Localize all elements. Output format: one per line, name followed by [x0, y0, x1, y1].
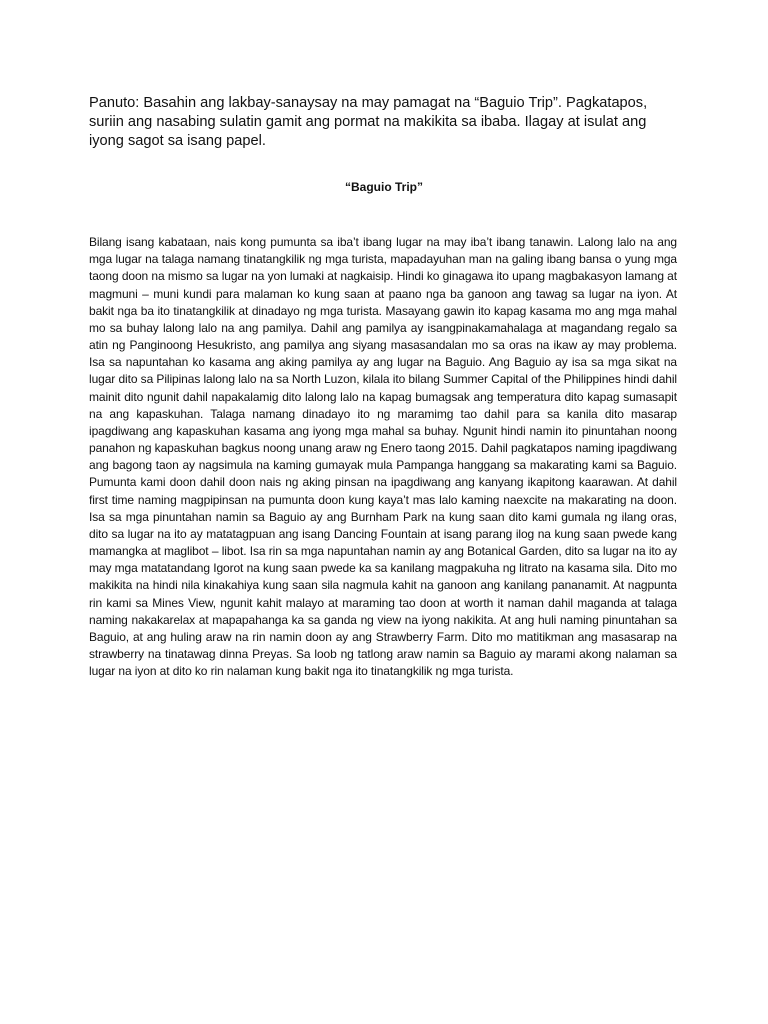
essay-body: Bilang isang kabataan, nais kong pumunta sa iba’t ibang lugar na may iba’t ibang tanawin. Lalong lalo na ang mga lugar na talaga namang tinatangkilik ng mga turista, mapadayuhan man na galing ibang bansa o yung mga taong doon na mismo sa lugar na yon lumaki at nagkaisip. Hindi ko ginagawa ito upang magbakasyon lamang at magmuni – muni kundi para malaman ko kung saan at paano nga ba ganoon ang tawag sa lugar na iyon. At bakit nga ba ito tinatangkilik at dinadayo ng mga turista. Masayang gawin ito kapag kasama mo ang mga mahal mo sa buhay lalong lalo na ang pamilya. Dahil ang pamilya ay isangpinakamahalaga at magandang regalo sa atin ng Panginoong Hesukristo, ang pamilya ang siyang masasandalan mo sa oras na ikaw ay may problema. Isa sa napuntahan ko kasama ang aking pamilya ay ang lugar na Baguio. Ang Baguio ay isa sa mga sikat na lugar dito sa Pilipinas lalong lalo na sa North Luzon, kilala ito bilang Summer Capital of the Philippines hindi dahil mainit dito ngunit dahil napakalamig dito lalong lalo na kapag bumagsak ang temperatura dito kapag sumasapit na ang kapaskuhan. Talaga namang dinadayo ito ng maramimg tao dahil para sa kanila dito masarap ipagdiwang ang kapaskuhan kasama ang iyong mga mahal sa buhay. Ngunit hindi namin ito pinuntahan noong panahon ng kapaskuhan bagkus noong unang araw ng Enero taong 2015. Dahil pagkatapos naming ipagdiwang ang bagong taon ay nagsimula na kaming gumayak mula Pampanga hanggang sa makarating kami sa Baguio. Pumunta kami doon dahil doon nais ng aking pinsan na ipagdiwang ang kanyang ikapitong kaarawan. At dahil first time naming magpipinsan na pumunta doon kung kaya’t mas lalo kaming naexcite na makarating na doon. Isa sa mga pinuntahan namin sa Baguio ay ang Burnham Park na kung saan dito kami gumala ng ilang oras, dito sa lugar na ito ay matatagpuan ang isang Dancing Fountain at isang parang ilog na kung saan pwede kang mamangka at maglibot – libot. Isa rin sa mga napuntahan namin ay ang Botanical Garden, dito sa lugar na ito ay may mga matatandang Igorot na kung saan pwede ka sa kanilang magpakuha ng litrato na kasama sila. Dito mo makikita na hindi nila kinakahiya kung saan sila nagmula kahit na ganoon ang kanilang pananamit. At nagpunta rin kami sa Mines View, ngunit kahit malayo at maraming tao doon at worth it naman dahil maganda at talaga naming nakakarelax at mapapahanga ka sa ganda ng view na iyong nakikita. At ang huli naming pinuntahan sa Baguio, at ang huling araw na rin namin doon ay ang Strawberry Farm. Dito mo matitikman ang masasarap na strawberry na tinatawag dinna Preyas. Sa loob ng tatlong araw namin sa Baguio ay marami akong nalaman sa lugar na iyon at dito ko rin nalaman kung bakit nga ito tinatangkilik ng mga turista.: [89, 235, 677, 679]
essay-title: “Baguio Trip”: [345, 180, 423, 194]
instructions-paragraph: Panuto: Basahin ang lakbay-sanaysay na may pamagat na “Baguio Trip”. Pagkatapos, suriin ang nasabing sulatin gamit ang pormat na makikita sa ibaba. Ilagay at isulat ang iyong sagot sa isang papel.: [89, 95, 648, 149]
